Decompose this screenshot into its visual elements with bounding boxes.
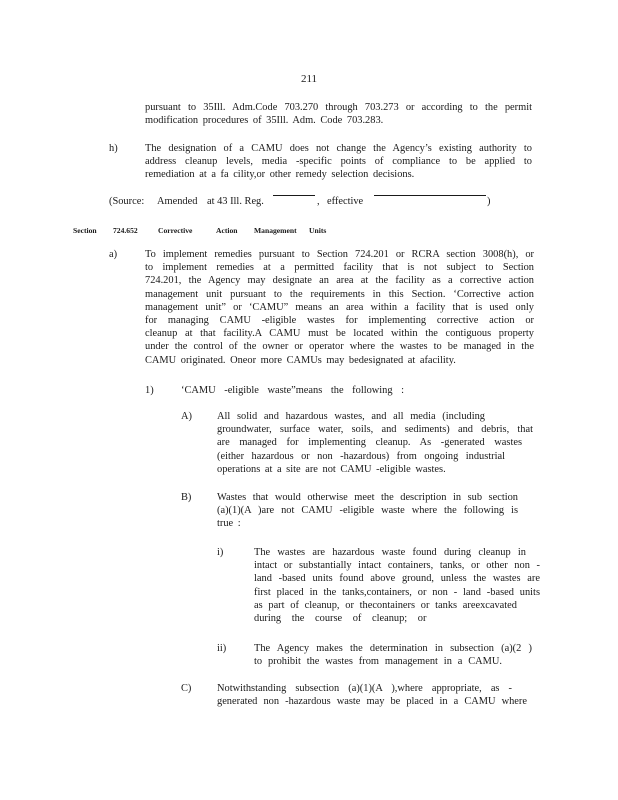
section-title-word: Units bbox=[309, 226, 327, 235]
text-line: CAMU originated. Oneor more CAMUs may bedesignated at afacility. bbox=[145, 354, 456, 366]
subsection-a1-text bbox=[181, 384, 441, 397]
text-line: management unit pursuant to the requirements in this Section. ‘Corrective action bbox=[145, 288, 534, 300]
text-line: 724.201, the Agency may designate an area at the facility as a corrective action bbox=[145, 275, 534, 287]
text-line: groundwater, surface water, soils, and sediments) and debris, that bbox=[217, 424, 533, 436]
subsection-marker-A: A) bbox=[181, 411, 192, 422]
text-line: Wastes that would otherwise meet the description in sub section bbox=[217, 492, 518, 503]
subsection-marker-B: B) bbox=[181, 492, 192, 503]
text-line: operations at a site are not CAMU -eligible wastes. bbox=[217, 463, 446, 475]
subsection-marker-Bii: ii) bbox=[217, 643, 227, 654]
text-line: intact or substantially intact containers, tanks, or other non - bbox=[254, 560, 540, 572]
subsection-marker-C: C) bbox=[181, 683, 192, 694]
text-line: to implement remedies at a permitted facility that is not subject to Section bbox=[145, 262, 534, 274]
text-line: (either hazardous or non -hazardous) from ongoing industrial bbox=[217, 450, 505, 462]
text-line: ‘CAMU -eligible waste”means the following : bbox=[181, 385, 405, 396]
text-line: To implement remedies pursuant to Section 724.201 or RCRA section 3008(h), or bbox=[145, 249, 534, 260]
text-line: All solid and hazardous wastes, and all media (including bbox=[217, 411, 485, 422]
text-line: cleanup at that facility.A CAMU must be located within the contiguous property bbox=[145, 328, 534, 340]
text-line: pursuant to 35Ill. Adm.Code 703.270 through 703.273 or according to the permit bbox=[145, 102, 532, 113]
text-line: modification procedures of 35Ill. Adm. Code 703.283. bbox=[145, 115, 384, 127]
text-line: (a)(1)(A )are not CAMU -eligible waste where the following is bbox=[217, 505, 518, 517]
text-line: address cleanup levels, media -specific points of compliance to be applied to bbox=[145, 156, 532, 168]
section-number: 724.652 bbox=[113, 226, 138, 235]
text-line: Notwithstanding subsection (a)(1)(A ),where appropriate, as - bbox=[217, 683, 512, 694]
register-blank bbox=[273, 195, 315, 196]
text-line: during the course of cleanup; or bbox=[254, 613, 427, 625]
text-line: first placed in the tanks,containers, or non - land -based units bbox=[254, 586, 540, 598]
section-title-word: Corrective bbox=[158, 226, 193, 235]
text-line: The Agency makes the determination in subsection (a)(2 ) bbox=[254, 643, 532, 654]
text-line: remediation at a fa cility,or other remedy selection decisions. bbox=[145, 169, 415, 181]
section-title-word: Action bbox=[216, 226, 238, 235]
page-number: 211 bbox=[300, 73, 318, 85]
subsection-a-text bbox=[145, 248, 534, 367]
section-label: Section bbox=[73, 226, 97, 235]
effective-date-blank bbox=[374, 195, 486, 196]
subsection-marker-h: h) bbox=[109, 143, 118, 154]
text-line: management unit” or ‘CAMU” means an area within a facility that is used only bbox=[145, 301, 534, 313]
subsection-C-text bbox=[217, 682, 527, 708]
text-line: for managing CAMU -eligible wastes for implementing corrective action or bbox=[145, 315, 534, 327]
section-heading bbox=[73, 224, 373, 236]
source-close: ) bbox=[487, 196, 491, 207]
subsection-Bii-text bbox=[254, 642, 532, 668]
source-open: (Source: bbox=[109, 196, 145, 207]
text-line: under the control of the owner or operator where the wastes to be managed in the bbox=[145, 341, 534, 353]
section-title-word: Management bbox=[254, 226, 297, 235]
subsection-marker-a: a) bbox=[109, 249, 118, 260]
subsection-g-continuation bbox=[145, 101, 532, 127]
source-register: at 43 Ill. Reg. bbox=[207, 196, 264, 207]
subsection-h-text bbox=[145, 142, 532, 182]
subsection-A-text bbox=[217, 410, 533, 476]
subsection-B-text bbox=[217, 491, 518, 531]
subsection-marker-Bi: i) bbox=[217, 547, 224, 558]
text-line: The designation of a CAMU does not change the Agency’s existing authority to bbox=[145, 143, 532, 154]
source-note bbox=[109, 195, 534, 209]
text-line: generated non -hazardous waste may be placed in a CAMU where bbox=[217, 696, 527, 708]
text-line: land -based units found above ground, unless the wastes are bbox=[254, 573, 540, 585]
subsection-Bi-text bbox=[254, 546, 540, 625]
text-line: as part of cleanup, or thecontainers or tanks areexcavated bbox=[254, 599, 517, 611]
subsection-marker-a1: 1) bbox=[145, 385, 154, 396]
source-comma: , bbox=[317, 196, 320, 207]
source-amended: Amended bbox=[157, 196, 198, 207]
text-line: The wastes are hazardous waste found during cleanup in bbox=[254, 547, 526, 558]
text-line: are managed for implementing cleanup. As -generated wastes bbox=[217, 437, 522, 449]
text-line: true : bbox=[217, 518, 241, 530]
source-effective: effective bbox=[327, 196, 364, 207]
text-line: to prohibit the wastes from management in a CAMU. bbox=[254, 656, 502, 668]
